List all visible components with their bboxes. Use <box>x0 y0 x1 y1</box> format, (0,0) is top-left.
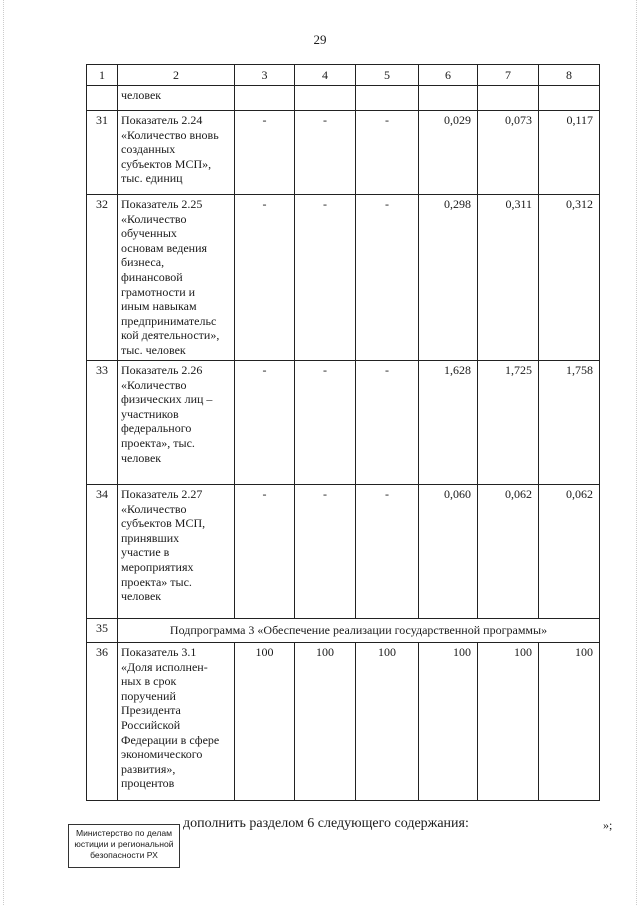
indicator-text-line: «Количество <box>121 501 187 516</box>
value-cell: - <box>235 111 295 195</box>
indicators-table <box>86 64 600 801</box>
indicator-text-line: участников <box>121 406 179 421</box>
indicator-text-line: «Количество <box>121 377 187 392</box>
column-header: 2 <box>118 65 235 86</box>
value-cell: - <box>356 111 419 195</box>
value-cell: 100 <box>539 643 600 801</box>
stamp-line: юстиции и региональной <box>74 839 174 849</box>
indicator-text-line: Показатель 2.27 <box>121 487 203 501</box>
indicator-text-line: экономического <box>121 747 203 762</box>
value-cell: 1,725 <box>478 361 539 485</box>
indicator-text-line: развития», <box>121 761 176 776</box>
indicator-text-line: Президента <box>121 703 181 718</box>
value-cell: 0,062 <box>478 485 539 619</box>
value-cell: 0,312 <box>539 195 600 361</box>
indicator-text-line: человек <box>121 589 162 604</box>
indicator-text-line: человек <box>121 450 162 465</box>
indicator-text-line: «Количество <box>121 211 187 226</box>
indicator-text-line: Показатель 2.25 <box>121 197 203 211</box>
value-cell: 100 <box>235 643 295 801</box>
value-cell: - <box>295 111 356 195</box>
subprogram-title-cell: Подпрограмма 3 «Обеспечение реализации государственной программы» <box>118 619 600 643</box>
indicator-text-line: обученных <box>121 226 177 241</box>
indicator-text-line: бизнеса, <box>121 255 165 270</box>
indicator-text-line: ных в срок <box>121 674 177 689</box>
value-cell <box>235 86 295 111</box>
indicator-text-line: участие в <box>121 545 170 560</box>
value-cell: 1,628 <box>419 361 478 485</box>
indicator-text-line: Российской <box>121 717 181 732</box>
value-cell <box>539 86 600 111</box>
table-header-row <box>87 65 600 86</box>
stamp-line: безопасности РХ <box>90 850 158 860</box>
closing-quote: »; <box>603 818 613 832</box>
indicator-text-line: финансовой <box>121 269 183 284</box>
indicator-text-line: тыс. единиц <box>121 171 183 186</box>
value-cell: 100 <box>419 643 478 801</box>
value-cell: 0,060 <box>419 485 478 619</box>
indicator-text-line: Федерации в сфере <box>121 732 220 747</box>
indicator-text-line: основам ведения <box>121 240 208 255</box>
indicator-text-line: предпринимательс <box>121 313 217 328</box>
indicator-text-line: проекта», тыс. <box>121 435 195 450</box>
indicator-text-line: поручений <box>121 688 176 703</box>
value-cell <box>295 86 356 111</box>
column-header: 3 <box>235 65 295 86</box>
value-cell <box>356 86 419 111</box>
value-cell: 100 <box>356 643 419 801</box>
row-number-cell: 36 <box>87 643 118 801</box>
indicator-text-line: «Доля исполнен- <box>121 659 208 674</box>
value-cell: - <box>295 361 356 485</box>
indicator-text-line: субъектов МСП, <box>121 516 206 531</box>
indicator-text-line: иным навыкам <box>121 299 197 314</box>
indicator-text-line: физических лиц – <box>121 392 213 407</box>
value-cell: - <box>356 485 419 619</box>
value-cell: 0,311 <box>478 195 539 361</box>
value-cell: - <box>295 195 356 361</box>
indicator-name-cell <box>118 361 235 485</box>
value-cell: 100 <box>478 643 539 801</box>
footer-text: дополнить разделом 6 следующего содержания: <box>183 816 469 831</box>
value-cell: 0,117 <box>539 111 600 195</box>
indicator-name-cell <box>118 643 235 801</box>
value-cell: 0,298 <box>419 195 478 361</box>
indicator-text-line: принявших <box>121 530 180 545</box>
indicator-text-line: «Количество вновь <box>121 127 219 142</box>
value-cell: - <box>356 195 419 361</box>
value-cell: - <box>295 485 356 619</box>
indicator-text-line: проекта» тыс. <box>121 574 192 589</box>
column-header: 7 <box>478 65 539 86</box>
left-margin-line <box>3 0 4 905</box>
row-number-cell: 33 <box>87 361 118 485</box>
value-cell: 0,062 <box>539 485 600 619</box>
table-row <box>87 195 600 361</box>
value-cell: - <box>235 195 295 361</box>
table-row <box>87 111 600 195</box>
indicator-text-line: субъектов МСП», <box>121 156 212 171</box>
table-row <box>87 643 600 801</box>
indicator-text-line: процентов <box>121 776 175 791</box>
indicator-text-line: федерального <box>121 421 192 436</box>
indicator-text-line: Показатель 2.26 <box>121 363 203 377</box>
column-header: 5 <box>356 65 419 86</box>
value-cell: 1,758 <box>539 361 600 485</box>
right-margin-line <box>636 0 637 905</box>
indicator-name-cell <box>118 111 235 195</box>
indicator-text-line: Показатель 3.1 <box>121 645 197 659</box>
indicator-text-line: мероприятиях <box>121 559 194 574</box>
row-number-cell: 32 <box>87 195 118 361</box>
indicator-text-line: созданных <box>121 142 176 157</box>
table-row <box>87 86 600 111</box>
indicator-text-line: кой деятельности», <box>121 328 220 343</box>
value-cell: 0,073 <box>478 111 539 195</box>
value-cell <box>478 86 539 111</box>
indicator-text-line: грамотности и <box>121 284 196 299</box>
value-cell: - <box>356 361 419 485</box>
subprogram-row <box>87 619 600 643</box>
indicator-text-line: тыс. человек <box>121 342 186 357</box>
stamp-line: Министерство по делам <box>75 828 173 838</box>
row-number-cell <box>87 86 118 111</box>
column-header: 1 <box>87 65 118 86</box>
value-cell: - <box>235 485 295 619</box>
table-row <box>87 485 600 619</box>
indicator-text-line: Показатель 2.24 <box>121 113 203 127</box>
column-header: 8 <box>539 65 600 86</box>
value-cell: - <box>235 361 295 485</box>
indicator-name-cell <box>118 485 235 619</box>
column-header: 4 <box>295 65 356 86</box>
row-number-cell: 35 <box>87 619 118 643</box>
row-number-cell: 34 <box>87 485 118 619</box>
registration-stamp <box>68 824 180 868</box>
table-row <box>87 361 600 485</box>
value-cell <box>419 86 478 111</box>
value-cell: 100 <box>295 643 356 801</box>
indicator-name-cell <box>118 195 235 361</box>
indicator-name-cell: человек <box>118 86 235 111</box>
page-number: 29 <box>313 32 327 47</box>
value-cell: 0,029 <box>419 111 478 195</box>
column-header: 6 <box>419 65 478 86</box>
row-number-cell: 31 <box>87 111 118 195</box>
